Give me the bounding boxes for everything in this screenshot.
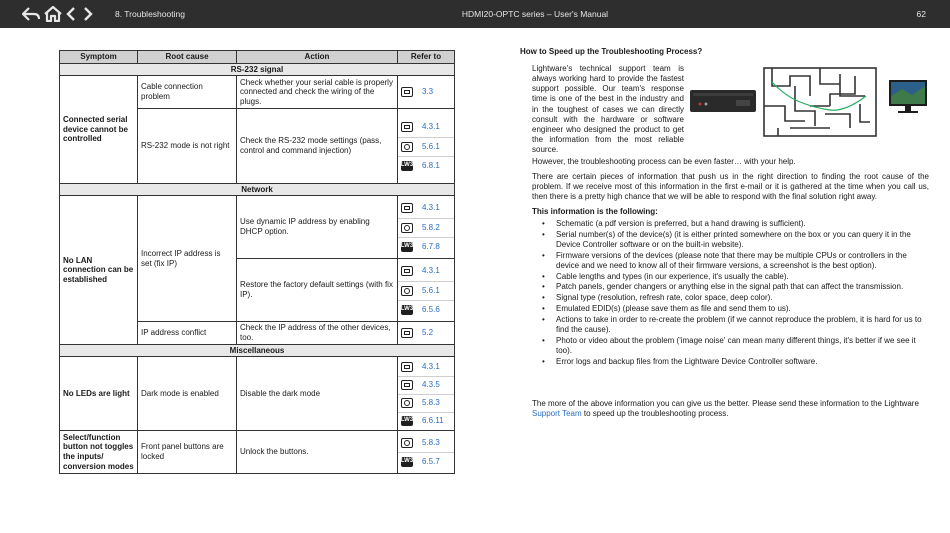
front-panel-icon [401, 398, 413, 408]
list-item: • Photo or video about the problem ('image noise' can mean many different things, it's better if we see it too). [532, 336, 929, 356]
symptom-cell: Select/function button not toggles the inputs/ conversion modes [60, 431, 138, 474]
list-item: • Error logs and backup files from the Lightware Device Controller software. [532, 357, 929, 367]
reference [398, 156, 454, 175]
action-cell: Disable the dark mode [237, 357, 398, 431]
reference [398, 394, 454, 412]
list-item: • Signal type (resolution, refresh rate, color space, deep color). [532, 293, 929, 303]
section-link[interactable]: 5.8.3 [422, 437, 440, 447]
section-heading: How to Speed up the Troubleshooting Process? [520, 47, 703, 56]
reference [398, 218, 454, 237]
reference [398, 199, 454, 218]
list-item: • Emulated EDID(s) (please save them as file and send them to us). [532, 304, 929, 314]
front-panel-icon [401, 286, 413, 296]
group-title: Miscellaneous [60, 345, 455, 357]
list-item: • Serial number(s) of the device(s) (it is either printed somewhere on the box or you can query it in the Device Controller software or on the built-in website). [532, 230, 929, 250]
computer-icon [401, 266, 413, 276]
list-item: • Schematic (a pdf version is preferred, but a hand drawing is sufficient). [532, 219, 929, 229]
paragraph: However, the troubleshooting process can be even faster… with your help. [532, 157, 796, 166]
root-cause-cell: Dark mode is enabled [138, 357, 237, 431]
document-title: HDMI20-OPTC series – User's Manual [461, 9, 609, 19]
section-link[interactable]: 4.3.1 [422, 203, 440, 213]
table-row [60, 357, 455, 431]
top-bar [0, 0, 950, 28]
list-heading: This information is the following: [532, 207, 658, 216]
reference [398, 433, 454, 452]
reference [398, 452, 454, 471]
action-cell: Check the IP address of the other devices, too. [237, 322, 398, 345]
reference [398, 83, 454, 102]
home-icon[interactable] [44, 4, 62, 24]
computer-icon [401, 122, 413, 132]
page-number: 62 [916, 9, 926, 19]
section-link[interactable]: 5.6.1 [422, 141, 440, 151]
reference [398, 118, 454, 137]
next-page-icon[interactable] [82, 4, 94, 24]
section-link[interactable]: 6.6.11 [422, 416, 444, 426]
root-cause-cell: Cable connection problem [138, 76, 237, 109]
lw3-icon: LW3 [401, 161, 413, 171]
symptom-cell: Connected serial device cannot be controlled [60, 76, 138, 184]
table-row [60, 431, 455, 474]
reference [398, 324, 454, 343]
root-cause-cell: Incorrect IP address is set (fix IP) [138, 196, 237, 322]
lw3-icon: LW3 [401, 242, 413, 252]
reference [398, 281, 454, 300]
root-cause-cell: RS-232 mode is not right [138, 109, 237, 184]
action-cell: Restore the factory default settings (with fix IP). [237, 259, 398, 322]
symptom-cell: No LAN connection can be established [60, 196, 138, 345]
section-link[interactable]: 6.8.1 [422, 160, 440, 170]
column-header: Refer to [398, 51, 455, 64]
list-item: • Cable lengths and types (in our experience, it's usually the cable). [532, 272, 929, 282]
front-panel-icon [401, 438, 413, 448]
previous-page-icon[interactable] [65, 4, 77, 24]
section-link[interactable]: 6.5.6 [422, 304, 440, 314]
lw3-icon: LW3 [401, 457, 413, 467]
section-link[interactable]: 4.3.1 [422, 122, 440, 132]
refer-to-cell [398, 109, 455, 184]
section-link[interactable]: 4.3.5 [422, 380, 440, 390]
section-link[interactable]: 5.6.1 [422, 285, 440, 295]
computer-icon [401, 328, 413, 338]
table-header-row [60, 51, 455, 64]
list-item: • Patch panels, gender changers or anything else in the signal path that can affect the transmission. [532, 282, 929, 292]
troubleshooting-illustration [690, 66, 929, 138]
group-title: Network [60, 184, 455, 196]
refer-to-cell [398, 357, 455, 431]
symptom-cell: No LEDs are light [60, 357, 138, 431]
table-row [60, 76, 455, 109]
list-item: • Firmware versions of the devices (please note that there may be multiple CPUs or controllers in the device and we need to know all of their firmware versions, a screenshot is the best option). [532, 251, 929, 271]
closing-paragraph [532, 399, 929, 419]
reference [398, 262, 454, 281]
column-header: Symptom [60, 51, 138, 64]
action-cell: Unlock the buttons. [237, 431, 398, 474]
lw3-icon: LW3 [401, 416, 413, 426]
refer-to-cell [398, 431, 455, 474]
reference [398, 237, 454, 256]
section-link[interactable]: 4.3.1 [422, 361, 440, 371]
group-row [60, 184, 455, 196]
paragraph: There are certain pieces of information that push us in the right direction to finding the root cause of the problem. If we receive most of this information in the first e-mail or it is gathered at the time when you call us, then there is a pretty high chance that we will be able to respond with the final solution right away. [532, 172, 929, 202]
section-link[interactable]: 5.2 [422, 328, 434, 338]
reference [398, 358, 454, 376]
group-title: RS-232 signal [60, 64, 455, 76]
refer-to-cell [398, 259, 455, 322]
reference [398, 137, 454, 156]
reference [398, 300, 454, 319]
refer-to-cell [398, 196, 455, 259]
group-row [60, 64, 455, 76]
section-link[interactable]: 3.3 [422, 87, 434, 97]
back-icon[interactable] [22, 4, 40, 24]
support-team-link[interactable]: Support Team [532, 409, 582, 419]
list-item: • Actions to take in order to re-create the problem (if we cannot reproduce the problem, it is hard for us to find the cause). [532, 315, 929, 335]
refer-to-cell [398, 322, 455, 345]
group-row [60, 345, 455, 357]
action-cell: Check whether your serial cable is properly connected and check the wiring of the plugs. [237, 76, 398, 109]
table-row [60, 196, 455, 259]
lw3-icon: LW3 [401, 305, 413, 315]
section-link[interactable]: 6.5.7 [422, 457, 440, 467]
closing-text: The more of the above information you can give us the better. Please send these information to the Lightware [532, 399, 919, 408]
root-cause-cell: Front panel buttons are locked [138, 431, 237, 474]
closing-text: to speed up the troubleshooting process. [581, 409, 729, 419]
computer-icon [401, 362, 413, 372]
action-cell: Check the RS-232 mode settings (pass, control and command injection) [237, 109, 398, 184]
computer-icon [401, 203, 413, 213]
troubleshooting-table [59, 50, 455, 474]
refer-to-cell [398, 76, 455, 109]
reference [398, 376, 454, 394]
column-header: Root cause [138, 51, 237, 64]
information-list [532, 219, 929, 367]
section-link[interactable]: 5.8.3 [422, 398, 440, 408]
computer-icon [401, 380, 413, 390]
section-link[interactable]: 5.8.2 [422, 222, 440, 232]
reference [398, 412, 454, 430]
front-panel-icon [401, 142, 413, 152]
computer-icon [401, 87, 413, 97]
column-header: Action [237, 51, 398, 64]
section-title: 8. Troubleshooting [115, 9, 185, 19]
section-link[interactable]: 6.7.8 [422, 241, 440, 251]
root-cause-cell: IP address conflict [138, 322, 237, 345]
action-cell: Use dynamic IP address by enabling DHCP option. [237, 196, 398, 259]
section-link[interactable]: 4.3.1 [422, 266, 440, 276]
intro-paragraph: Lightware's technical support team is always working hard to provide the fastest support possible. Our team's response time is one of the best in the industry and in the toughest of cases we can directly consult with the hardware or software engineer who designed the product to get the information from the most reliable source. [532, 64, 684, 155]
front-panel-icon [401, 223, 413, 233]
